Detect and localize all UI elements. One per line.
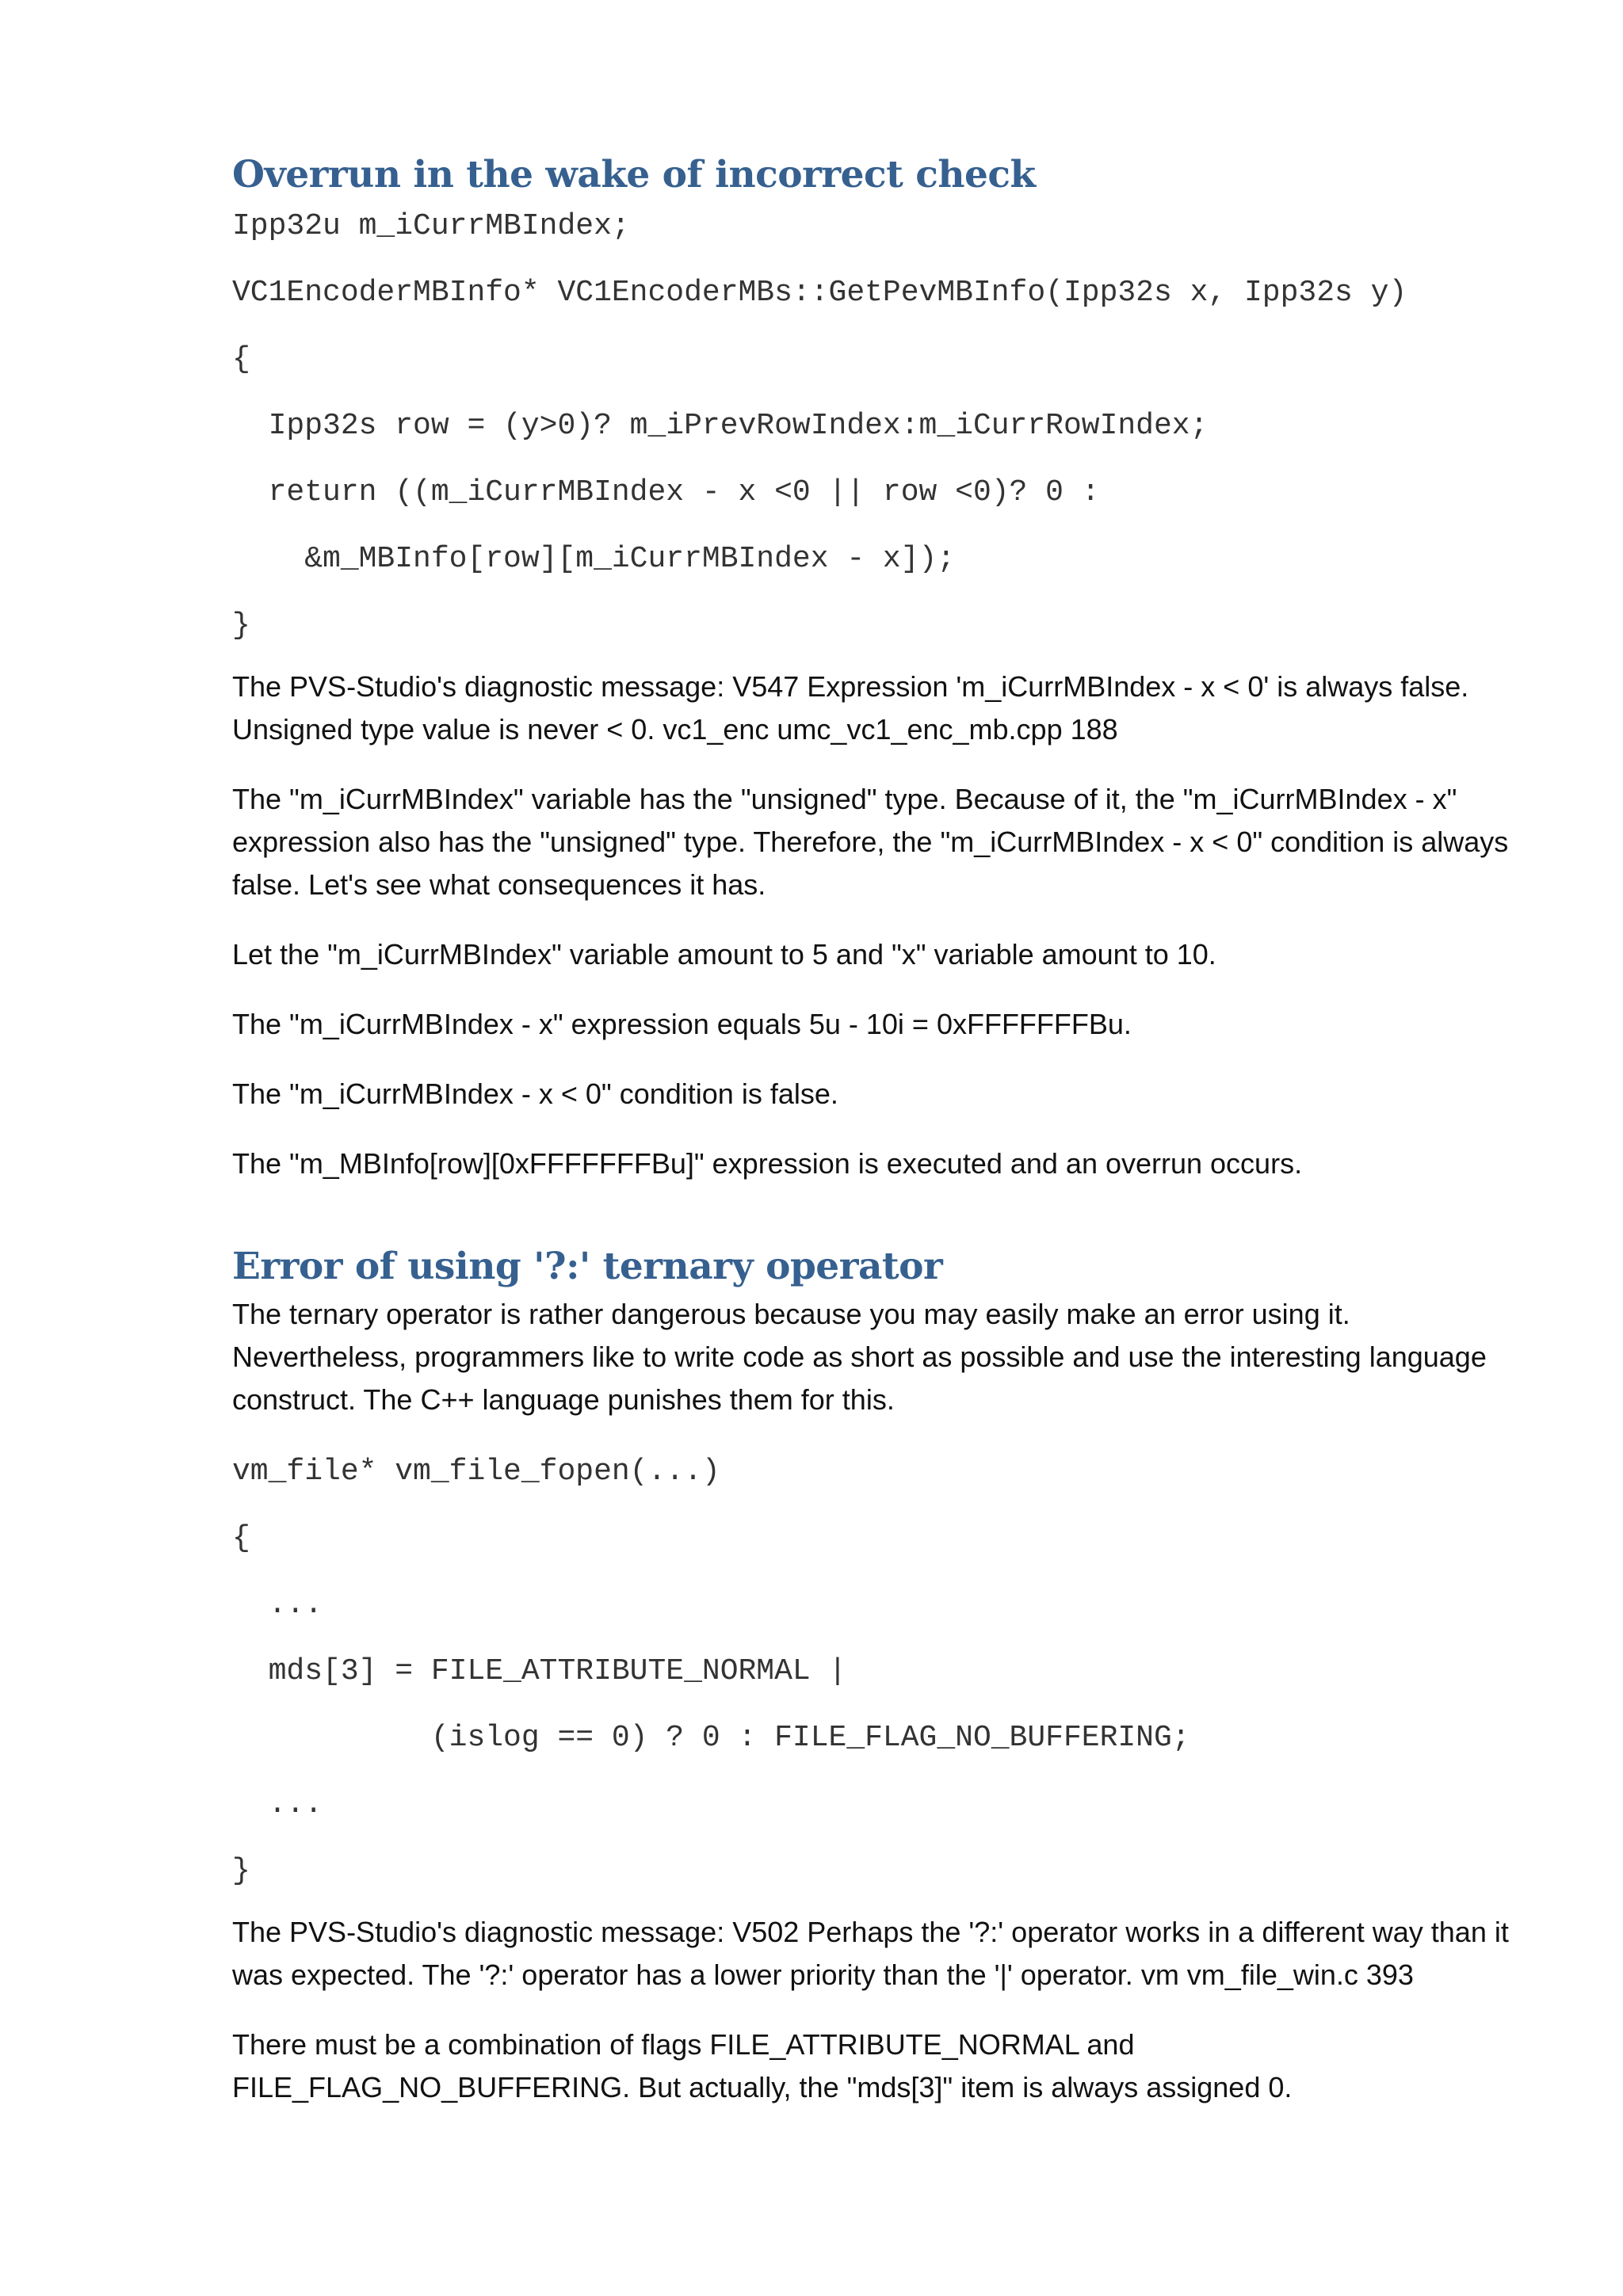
code-line: return ((m_iCurrMBIndex - x <0 || row <0)? 0 : <box>232 475 1100 509</box>
section-ternary <box>232 1244 1532 2109</box>
code-block <box>232 193 1532 659</box>
paragraph: The ternary operator is rather dangerous because you may easily make an error using it. Nevertheless, programmers like to write code as short as possible and use the interesting language construct. The C++ language punishes them for this. <box>232 1298 1487 1416</box>
code-line: } <box>232 1854 250 1888</box>
document-page <box>232 152 1532 2155</box>
paragraph: Let the "m_iCurrMBIndex" variable amount to 5 and "x" variable amount to 10. <box>232 938 1216 971</box>
code-line: Ipp32s row = (y>0)? m_iPrevRowIndex:m_iCurrRowIndex; <box>232 409 1209 443</box>
code-line: { <box>232 342 250 376</box>
code-line: mds[3] = FILE_ATTRIBUTE_NORMAL | <box>232 1654 847 1688</box>
paragraph: There must be a combination of flags FILE_ATTRIBUTE_NORMAL and FILE_FLAG_NO_BUFFERING. But actually, the "mds[3]" item is always assigned 0. <box>232 2028 1293 2103</box>
code-line: ... <box>232 1588 323 1622</box>
code-line: vm_file* vm_file_fopen(...) <box>232 1455 720 1489</box>
code-line: } <box>232 608 250 643</box>
paragraph: The "m_iCurrMBIndex - x" expression equals 5u - 10i = 0xFFFFFFFBu. <box>232 1008 1132 1040</box>
section-overrun <box>232 152 1532 1185</box>
paragraph: The "m_iCurrMBIndex - x < 0" condition is false. <box>232 1077 838 1110</box>
diagnostic-message: The PVS-Studio's diagnostic message: V502 Perhaps the '?:' operator works in a different way than it was expected. The '?:' operator has a lower priority than the '|' operator. vm vm_file_win.c 393 <box>232 1916 1509 1991</box>
code-line: VC1EncoderMBInfo* VC1EncoderMBs::GetPevMBInfo(Ipp32s x, Ipp32s y) <box>232 276 1407 310</box>
code-line: { <box>232 1521 250 1555</box>
paragraph: The "m_iCurrMBIndex" variable has the "unsigned" type. Because of it, the "m_iCurrMBIndex - x" expression also has the "unsigned" type. Therefore, the "m_iCurrMBIndex - x < 0" condition is always false. Let's see what consequences it has. <box>232 783 1509 901</box>
code-line: Ipp32u m_iCurrMBIndex; <box>232 209 630 243</box>
section-heading: Overrun in the wake of incorrect check <box>232 153 1036 196</box>
diagnostic-message: The PVS-Studio's diagnostic message: V547 Expression 'm_iCurrMBIndex - x < 0' is always false. Unsigned type value is never < 0. vc1_enc umc_vc1_enc_mb.cpp 188 <box>232 670 1469 746</box>
code-line: ... <box>232 1787 323 1821</box>
code-line: (islog == 0) ? 0 : FILE_FLAG_NO_BUFFERING; <box>232 1721 1190 1755</box>
code-block <box>232 1439 1532 1905</box>
paragraph: The "m_MBInfo[row][0xFFFFFFFBu]" expression is executed and an overrun occurs. <box>232 1147 1303 1180</box>
section-heading: Error of using '?:' ternary operator <box>232 1245 943 1288</box>
code-line: &m_MBInfo[row][m_iCurrMBIndex - x]); <box>232 542 956 576</box>
